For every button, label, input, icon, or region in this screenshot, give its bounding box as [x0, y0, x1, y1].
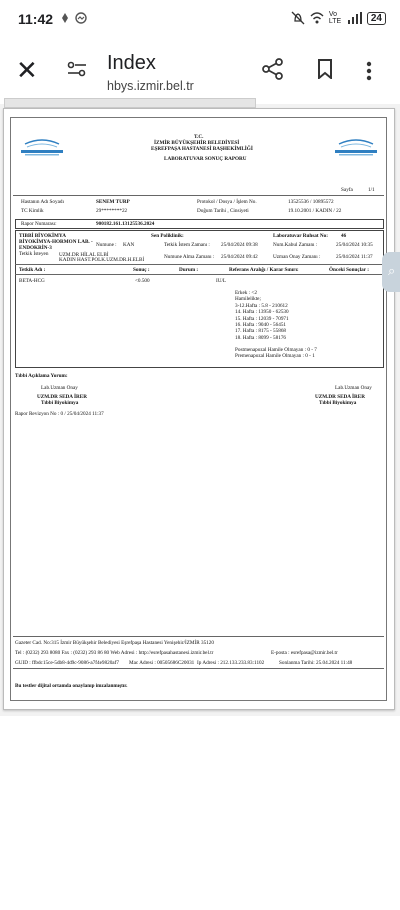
patient-name: SENEM TURP	[96, 199, 130, 205]
footer-divider	[13, 668, 384, 669]
divider	[15, 264, 382, 265]
reference-line: 3-12.Hafta : 5.8 - 210612	[235, 302, 288, 309]
test-name: BETA-HCG	[19, 278, 45, 284]
reference-line: Hamilelikte;	[235, 296, 261, 303]
patient-label: Hastanın Adı Soyadı	[21, 199, 64, 205]
side-panel-tab[interactable]	[382, 252, 400, 292]
approver-right-dept: Tıbbi Biyokimya	[319, 400, 357, 406]
sample-take-time: 25/04/2024 09:42	[221, 254, 258, 260]
header-municipality: İZMİR BÜYÜKŞEHİR BELEDİYESİ	[154, 140, 240, 146]
header-tc: T.C.	[194, 134, 204, 140]
footer-ip: Ip Adresi : 212.133.233.83:1102	[197, 660, 265, 666]
column-previous: Önceki Sonuçlar :	[329, 267, 369, 273]
reference-postmenopausal: Postmenapozal Hamile Olmayan : 0 - 7	[235, 347, 317, 353]
battery-indicator: 24	[367, 12, 386, 25]
column-reference: Referans Aralığı / Karar Sınırı:	[229, 267, 299, 273]
reference-line: 14. Hafta : 13950 - 62530	[235, 309, 289, 316]
requester-clinic: KADIN HAST.POLK.UZM.DR.H.ELBİ	[59, 257, 145, 263]
comment-label: Tıbbi Açıklama Yorum:	[15, 373, 68, 379]
clock: 11:42	[18, 11, 54, 27]
page-label: Sayfa	[341, 187, 353, 193]
approver-left-name: UZM.DR SEDA İRER	[37, 394, 88, 400]
footer-contact: Tel : (0232) 293 8080 Fax : (0232) 293 86 80 Web Adresi : http://esrefpasahastanesi.izmir.bel.tr	[15, 650, 214, 656]
lab-license-value: 46	[341, 233, 347, 239]
footer-divider	[13, 636, 384, 637]
mute-icon	[291, 11, 305, 25]
approver-left-title: Lab.Uzman Onay	[41, 385, 78, 391]
footer-guid: GUID : ffbdc15ce-5db8-4d9c-9086-a7f4e9820af7	[15, 660, 119, 666]
request-time-label: Tetkik İstem Zamanı :	[164, 242, 210, 248]
search-icon: ⌕	[388, 263, 396, 278]
report-title: LABORATUVAR SONUÇ RAPORU	[164, 156, 247, 162]
bookmark-icon[interactable]	[317, 59, 333, 84]
reference-premenopausal: Premenapozal Hamile Olmayan : 0 - 1	[235, 353, 315, 359]
approve-time: 25/04/2024 11:37	[336, 254, 373, 260]
notification-icons	[62, 12, 90, 27]
footer-email: E-posta : esrefpasa@izmir.bel.tr	[271, 650, 338, 656]
footer-signed-note: Bu testler dijital ortamda onaylanıp imzalanmıştır.	[15, 683, 128, 689]
divider	[15, 274, 382, 275]
page-url[interactable]: hbys.izmir.bel.tr	[107, 79, 194, 93]
reference-line: 16. Hafta : 9040 - 56451	[235, 322, 287, 328]
footer-address: Gazeter Cad. No:315 İzmir Büyükşehir Belediyesi Eşrefpaşa Hastanesi Yenişehir/İZMİR 35120	[15, 640, 214, 646]
birth-value: 19.10.2001 / KADIN / 22	[288, 208, 342, 214]
column-status: Durum :	[179, 267, 199, 273]
hospital-logo-right	[331, 138, 381, 158]
sample-type: KAN	[123, 242, 135, 248]
report-number-value: 900182.161.13125536.2024	[96, 221, 155, 227]
divider	[13, 195, 384, 196]
report-number-box	[15, 219, 384, 229]
footer-print-date: Sonlanma Tarihi: 25.04.2024 11:48	[279, 660, 353, 666]
protocol-value: 13525536 / 10895572	[288, 199, 334, 205]
requester-label: Tetkik İsteyen	[19, 251, 49, 257]
department-name: TIBBİ BİYOKİMYA	[19, 233, 66, 239]
hospital-logo-left	[17, 138, 67, 158]
requester-value: UZM.DR HİLAL ELBİ	[59, 252, 109, 258]
approver-left-dept: Tıbbi Biyokimya	[41, 400, 79, 406]
status-bar	[0, 0, 400, 38]
reference-line: 15. Hafta : 12039 - 70971	[235, 315, 289, 322]
lab-report-page	[10, 117, 387, 701]
reference-line: 18. Hafta : 8099 - 58176	[235, 334, 287, 341]
column-result: Sonuç :	[133, 267, 150, 273]
department-sub: BİYOKİMYA-HORMON LAB. - ENDOKRİN-3	[19, 239, 93, 251]
sample-take-label: Numune Alma Zamanı :	[164, 254, 215, 260]
approve-time-label: Uzman Onay Zamanı :	[273, 254, 321, 260]
browser-toolbar	[0, 38, 400, 104]
header-hospital: EŞREFPAŞA HASTANESİ BAŞHEKİMLİĞİ	[151, 146, 253, 152]
page-value: 1/1	[368, 187, 375, 193]
protocol-label: Protokol / Dosya / İşlem No.	[197, 199, 257, 205]
report-sheet	[3, 108, 395, 710]
notification-icon	[62, 12, 90, 24]
polyclinic-label: Sen Poliklinik:	[151, 233, 184, 239]
viewer-toolbar-strip	[4, 98, 256, 108]
birth-label: Doğum Tarihi , Cinsiyeti	[197, 208, 249, 214]
tc-value: 29********22	[96, 208, 128, 214]
more-options-icon[interactable]	[366, 61, 372, 81]
wifi-icon	[310, 11, 324, 25]
lab-license-label: Laboratuvar Ruhsat No:	[273, 233, 328, 239]
network-type: Vo LTE	[328, 11, 342, 25]
report-number-label: Rapor Numarası:	[21, 221, 57, 227]
revision-info: Rapor Revizyon No : 0 / 25/04/2024 11:37	[15, 411, 104, 417]
close-icon[interactable]: ✕	[16, 55, 38, 85]
request-time: 25/04/2024 09:38	[221, 242, 258, 248]
test-unit: IU/L	[216, 278, 227, 284]
approver-right-title: Lab.Uzman Onay	[335, 385, 372, 391]
accept-time: 25/04/2024 10:35	[336, 242, 373, 248]
sample-type-label: Numune :	[96, 242, 117, 248]
share-icon[interactable]	[262, 58, 284, 85]
signal-icon	[348, 12, 362, 24]
column-test: Tetkik Adı :	[19, 267, 46, 273]
system-icons	[291, 11, 386, 25]
accept-time-label: Num.Kabul Zamanı :	[273, 242, 318, 248]
page-title: Index	[107, 52, 156, 74]
reference-line: Erkek : <2	[235, 290, 257, 296]
site-settings-icon[interactable]	[67, 60, 87, 83]
reference-line: 17. Hafta : 8175 - 55868	[235, 328, 287, 335]
approver-right-name: UZM.DR SEDA İRER	[315, 394, 366, 400]
tc-label: TC Kimlik	[21, 208, 44, 214]
footer-mac: Mac Adresi : 00505686C20031	[129, 660, 195, 666]
test-result: <0.500	[135, 278, 150, 284]
